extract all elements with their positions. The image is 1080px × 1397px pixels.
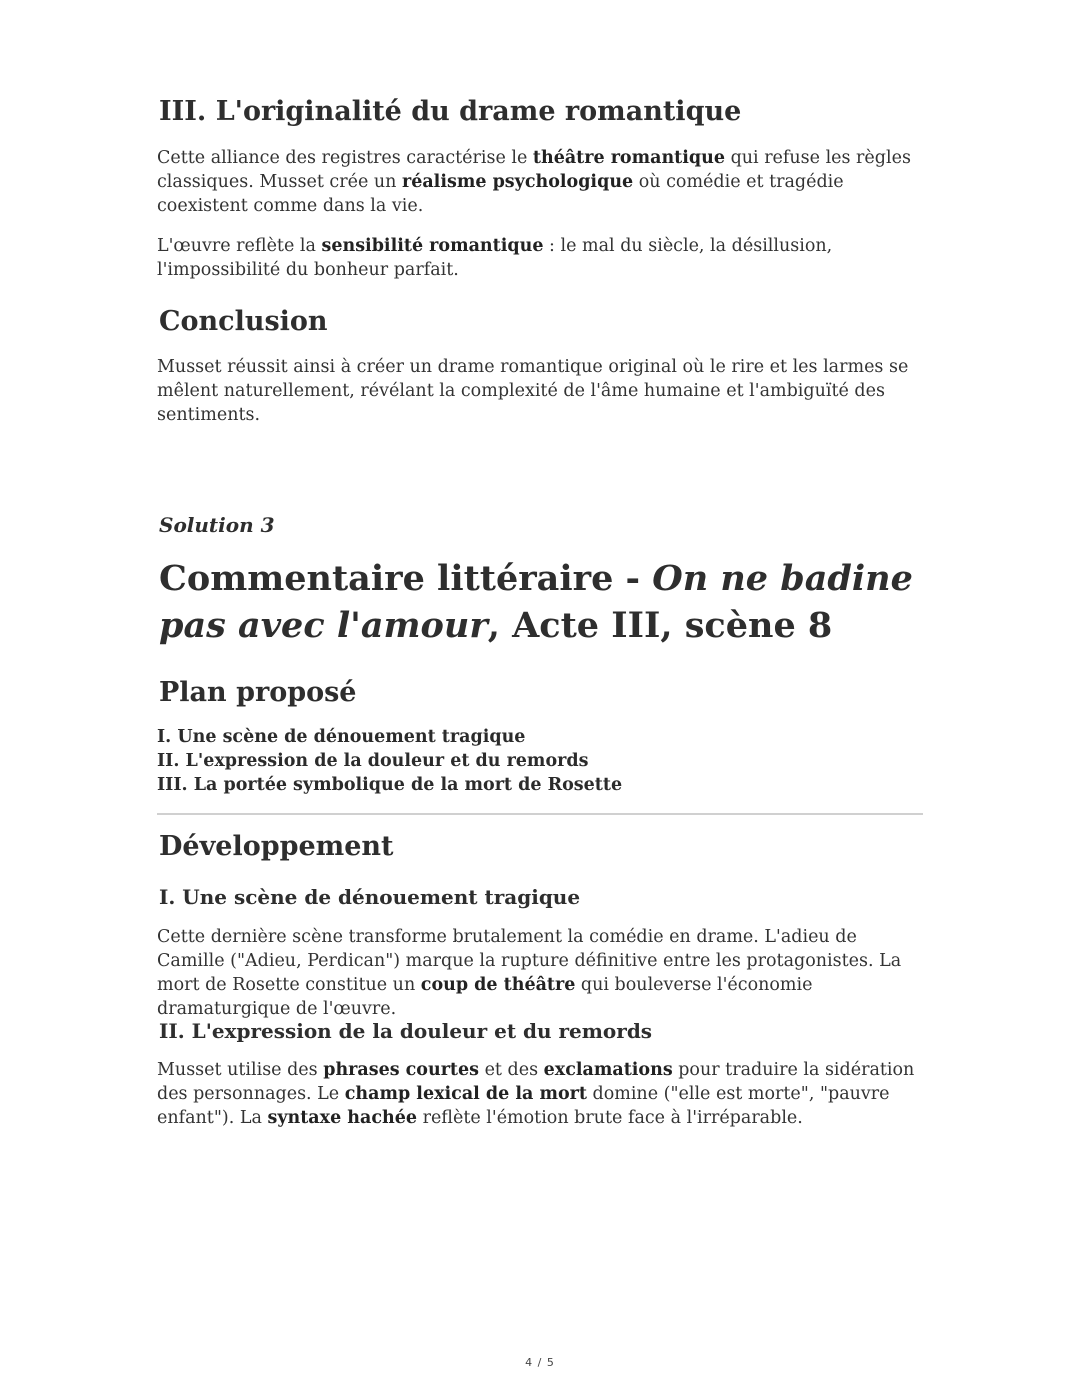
text-run: pour traduire la sidération des personnages. Le [157, 1060, 915, 1104]
section-heading-developpement: Développement [159, 831, 394, 862]
subsection-heading-douleur: II. L'expression de la douleur et du remords [159, 1019, 653, 1043]
subsection-heading-denouement: I. Une scène de dénouement tragique [159, 885, 581, 909]
plan-item: I. Une scène de dénouement tragique [157, 727, 526, 747]
solution-label: Solution 3 [159, 513, 275, 537]
commentary-title [157, 555, 925, 649]
paragraph-conclusion [157, 355, 923, 427]
section-heading-conclusion: Conclusion [159, 306, 328, 337]
emphasis-text: champ lexical de la mort [344, 1084, 587, 1104]
emphasis-text: théâtre romantique [532, 148, 725, 168]
text-run: Musset réussit ainsi à créer un drame romantique original où le rire et les larmes se mêlent naturellement, révélant la complexité de l'âme humaine et l'ambiguïté des sentiments. [157, 357, 909, 425]
text-run: : le mal du siècle, la désillusion, l'impossibilité du bonheur parfait. [157, 236, 833, 280]
plan-item: II. L'expression de la douleur et du remords [157, 751, 589, 771]
text-run: reflète l'émotion brute face à l'irréparable. [417, 1108, 803, 1128]
paragraph-douleur [157, 1058, 923, 1130]
paragraph-sensibilite [157, 234, 923, 282]
horizontal-divider [157, 813, 923, 815]
text-run: où comédie et tragédie coexistent comme dans la vie. [157, 172, 844, 216]
text-run: qui refuse les règles classiques. Musset crée un [157, 148, 911, 192]
emphasis-text: coup de théâtre [420, 975, 576, 995]
plan-item: III. La portée symbolique de la mort de Rosette [157, 775, 623, 795]
text-run: Musset utilise des [157, 1060, 324, 1080]
title-prefix: Commentaire littéraire - [159, 558, 653, 599]
plan-list [157, 725, 923, 797]
paragraph-alliance-registres [157, 146, 923, 218]
emphasis-text: exclamations [543, 1060, 673, 1080]
text-run: et des [479, 1060, 544, 1080]
page-number: 4 / 5 [525, 1356, 555, 1369]
emphasis-text: réalisme psychologique [401, 172, 634, 192]
title-suffix: , Acte III, scène 8 [487, 605, 833, 646]
text-run: Cette dernière scène transforme brutalement la comédie en drame. L'adieu de Camille ("Adieu, Perdican") marque la rupture définitive entre les protagonistes. La mort de Rosette constitue un [157, 927, 902, 995]
title-work: On ne badine pas avec l'amour [159, 558, 913, 646]
emphasis-text: phrases courtes [323, 1060, 479, 1080]
text-run: qui bouleverse l'économie dramaturgique de l'œuvre. [157, 975, 813, 1019]
text-run: Cette alliance des registres caractérise le [157, 148, 533, 168]
section-heading-originalite: III. L'originalité du drame romantique [159, 96, 742, 127]
text-run: L'œuvre reflète la [157, 236, 322, 256]
text-run: domine ("elle est morte", "pauvre enfant"). La [157, 1084, 890, 1128]
emphasis-text: sensibilité romantique [321, 236, 544, 256]
emphasis-text: syntaxe hachée [267, 1108, 418, 1128]
paragraph-denouement [157, 925, 923, 1021]
plan-heading: Plan proposé [159, 677, 357, 708]
